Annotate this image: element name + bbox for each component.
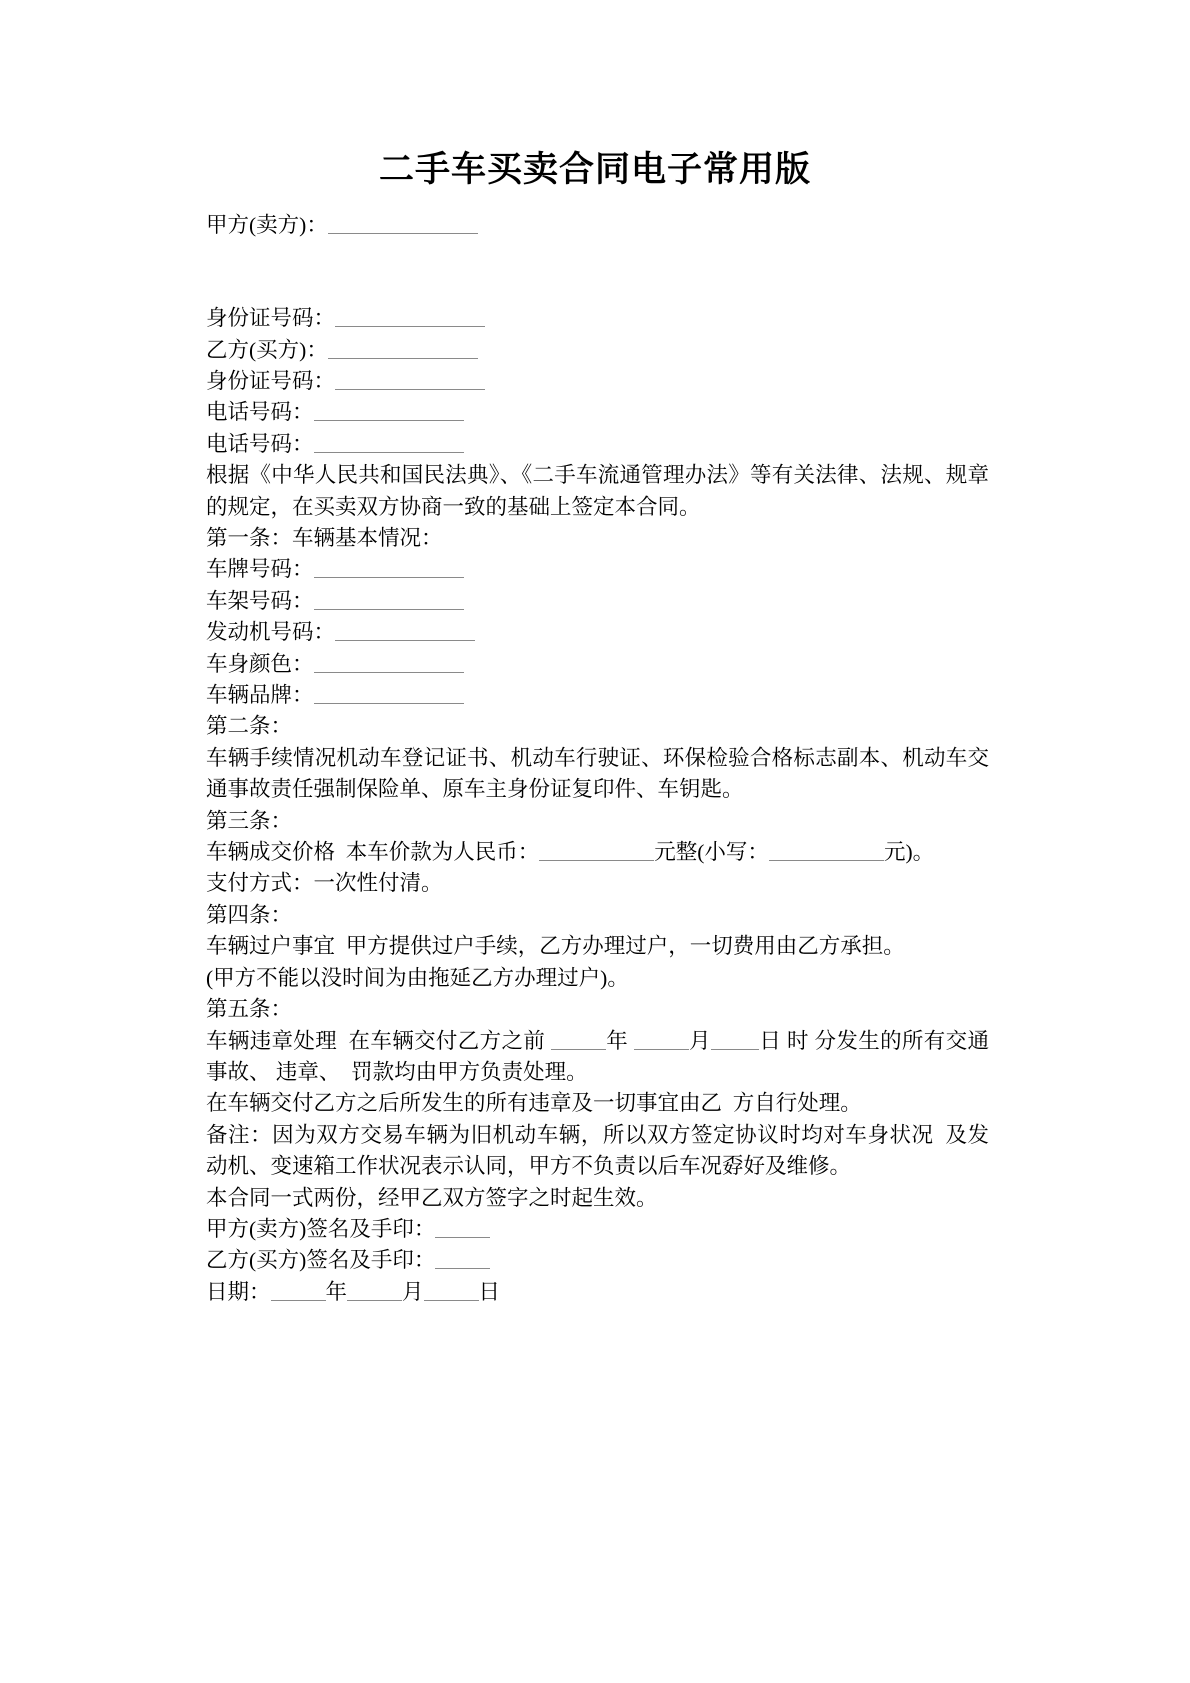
price-amount-blank[interactable]: [539, 860, 654, 861]
field-party-b-buyer: [206, 335, 989, 366]
field-label: 电话号码：: [206, 400, 314, 425]
blank-underline[interactable]: [314, 703, 464, 704]
date-month-label: 月: [402, 1279, 424, 1304]
date-month-blank[interactable]: [347, 1300, 402, 1301]
violation-year-label: 年: [605, 1028, 634, 1053]
blank-underline[interactable]: [314, 577, 464, 578]
preamble-paragraph: 根据《中华人民共和国民法典》、《二手车流通管理办法》等有关法律、法规、规章的规定，在买卖双方协商一致的基础上签定本合同。: [206, 463, 989, 519]
field-phone-b: [206, 429, 989, 460]
field-engine-number: [206, 617, 989, 648]
article-3-heading: 第三条：: [206, 808, 293, 833]
article-2-body: 车辆手续情况机动车登记证书、机动车行驶证、环保检验合格标志副本、机动车交通事故责任强制保险单、原车主身份证复印件、车钥匙。: [206, 745, 989, 802]
article-4-body: 车辆过户事宜 甲方提供过户手续，乙方办理过户，一切费用由乙方承担。: [206, 934, 905, 959]
violation-month-label: 月: [688, 1028, 712, 1053]
blank-underline[interactable]: [328, 358, 478, 359]
violation-clause: [206, 1026, 989, 1089]
violation-month-blank[interactable]: [634, 1049, 689, 1050]
field-body-color: [206, 649, 989, 680]
field-party-a-seller: [206, 210, 989, 241]
blank-underline[interactable]: [335, 640, 475, 641]
field-label: 车辆品牌：: [206, 683, 314, 708]
blank-underline[interactable]: [314, 420, 464, 421]
price-amount-numeric-blank[interactable]: [769, 860, 884, 861]
blank-underline[interactable]: [335, 389, 485, 390]
field-label: 甲方(卖方)：: [206, 212, 328, 237]
date-day-label: 日: [478, 1279, 501, 1304]
field-vin-number: [206, 586, 989, 617]
blank-underline[interactable]: [335, 326, 485, 327]
field-id-number-b: [206, 366, 989, 397]
date-line: [206, 1277, 989, 1308]
article-4-heading: 第四条：: [206, 902, 293, 927]
violation-year-blank[interactable]: [551, 1049, 606, 1050]
price-clause-prefix: 车辆成交价格 本车价款为人民币：: [206, 840, 540, 865]
field-plate-number: [206, 554, 989, 585]
article-4-note: (甲方不能以没时间为由拖延乙方办理过户)。: [206, 965, 629, 990]
price-clause: [206, 837, 989, 868]
field-label: 车架号码：: [206, 588, 314, 613]
date-label: 日期：: [206, 1279, 271, 1304]
blank-underline[interactable]: [314, 609, 464, 610]
article-2-heading: 第二条：: [206, 714, 293, 739]
blank-underline[interactable]: [314, 672, 464, 673]
violation-clause-prefix: 车辆违章处理 在车辆交付乙方之前: [206, 1028, 551, 1053]
remark-paragraph: 备注：因为双方交易车辆为旧机动车辆，所以双方签定协议时均对车身状况 及发动机、变速箱工作状况表示认同，甲方不负责以后车况孬好及维修。: [206, 1122, 989, 1179]
article-5-body-2: 在车辆交付乙方之后所发生的所有违章及一切事宜由乙 方自行处理。: [206, 1091, 862, 1116]
article-1-heading: 第一条：车辆基本情况：: [206, 526, 443, 550]
field-label: 车牌号码：: [206, 557, 314, 582]
seller-signature-line: [206, 1214, 989, 1245]
field-label: 电话号码：: [206, 431, 314, 456]
date-year-blank[interactable]: [271, 1300, 326, 1301]
field-label: 车身颜色：: [206, 651, 314, 676]
field-vehicle-brand: [206, 680, 989, 711]
effect-clause: 本合同一式两份，经甲乙双方签字之时起生效。: [206, 1185, 658, 1210]
blank-underline[interactable]: [314, 452, 464, 453]
buyer-signature-line: [206, 1245, 989, 1276]
seller-signature-label: 甲方(卖方)签名及手印：: [206, 1216, 436, 1241]
violation-day-label: 日 时 分发生的所有交通事故、 违章、 罚款均由甲方负责处理。: [206, 1028, 989, 1084]
price-clause-suffix: 元)。: [883, 840, 935, 865]
field-label: 身份证号码：: [206, 368, 336, 393]
buyer-signature-label: 乙方(买方)签名及手印：: [206, 1248, 436, 1273]
field-phone-a: [206, 397, 989, 428]
violation-day-blank[interactable]: [711, 1049, 759, 1050]
field-label: 乙方(买方)：: [206, 337, 328, 362]
payment-clause: 支付方式：一次性付清。: [206, 871, 443, 896]
article-5-heading: 第五条：: [206, 997, 293, 1022]
price-clause-middle: 元整(小写：: [654, 840, 769, 865]
page-title: 二手车买卖合同电子常用版: [378, 150, 811, 189]
date-year-label: 年: [325, 1279, 348, 1304]
date-day-blank[interactable]: [424, 1300, 479, 1301]
buyer-signature-blank[interactable]: [435, 1268, 490, 1269]
blank-underline[interactable]: [328, 233, 478, 234]
field-label: 发动机号码：: [206, 620, 336, 645]
field-label: 身份证号码：: [206, 306, 336, 331]
document-body: [201, 210, 989, 1308]
spacer-line: [206, 241, 989, 303]
seller-signature-blank[interactable]: [435, 1237, 490, 1238]
field-id-number-a: [206, 303, 989, 334]
